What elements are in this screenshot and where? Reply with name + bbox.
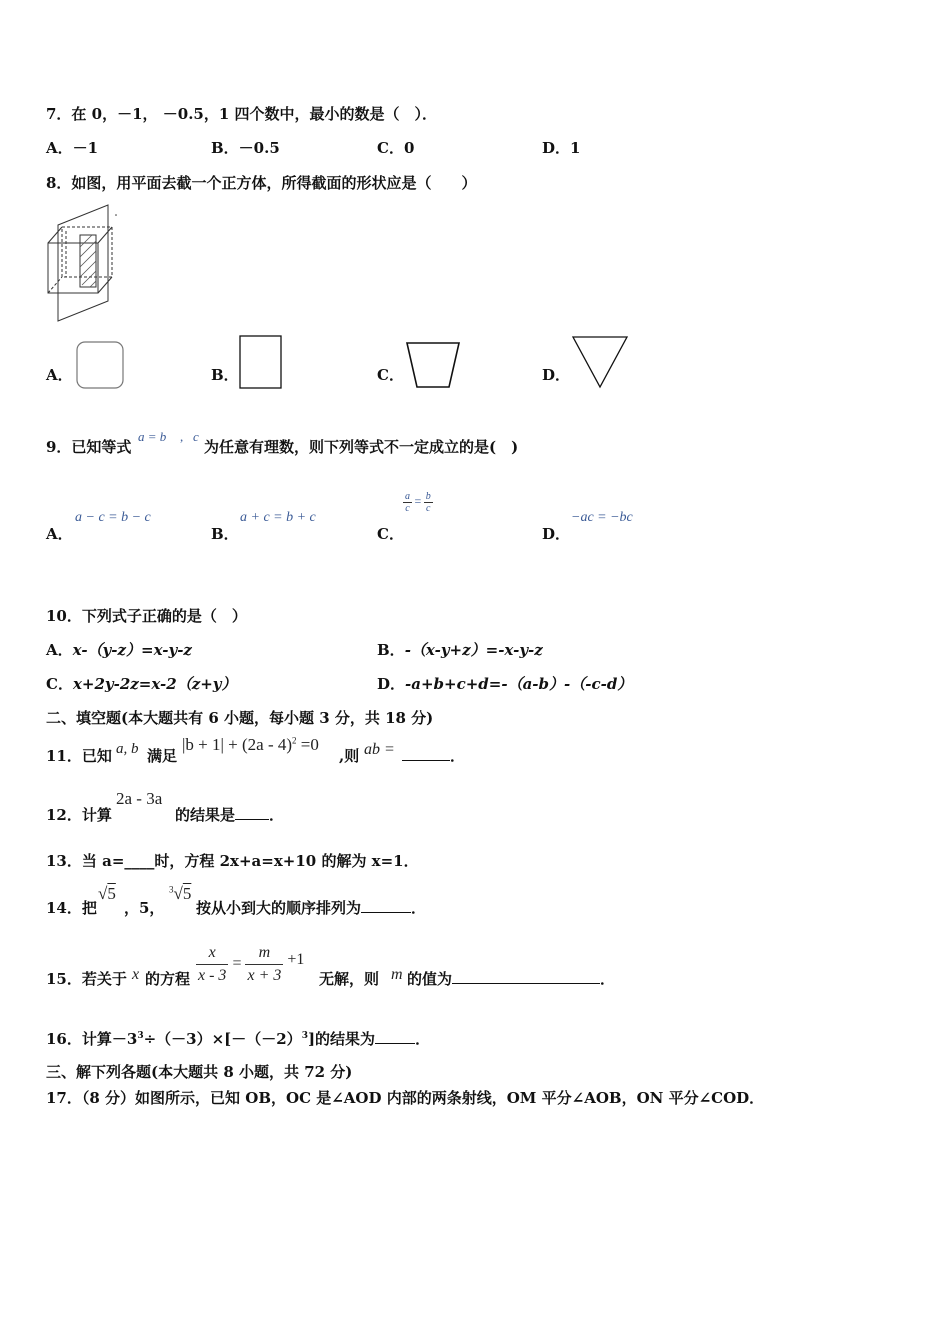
q15-pre: 15．若关于: [46, 970, 127, 988]
q11-vars: a, b: [116, 741, 139, 757]
q11-mid: 满足: [147, 747, 178, 765]
q7-stem: 7．在 0，－1， －0.5，1 四个数中，最小的数是（ ）．: [46, 105, 438, 123]
q8-option-a: A．: [46, 366, 73, 384]
q7-option-a: A．－1: [46, 139, 99, 157]
section-3-heading: 三、解下列各题(本大题共 8 小题，共 72 分): [46, 1063, 353, 1081]
q10-stem: 10．下列式子正确的是（ ）: [46, 607, 247, 625]
q9-comma: ,: [180, 429, 184, 444]
q9-option-b: B．: [211, 525, 239, 543]
q15-post1: 无解，则: [319, 970, 380, 988]
q14-sqrt5: √5: [98, 884, 116, 903]
q9-option-d: D．: [542, 525, 571, 543]
q9-option-c: C．: [377, 525, 404, 543]
inverted-triangle-shape: [571, 335, 629, 389]
q9-expr-b: a + c = b + c: [240, 510, 316, 525]
q10-option-c: C．x+2y-2z=x-2（z+y）: [46, 675, 237, 693]
q9-expr-a: a − c = b − c: [75, 510, 151, 525]
q14-pre: 14．把: [46, 899, 97, 917]
q12-post: 的结果是 ．: [175, 806, 285, 824]
q9-expr-c: $\frac{a}{c}$ = $\frac{b}{c}$: [405, 491, 431, 514]
q9-stem-post: 为任意有理数，则下列等式不一定成立的是( ): [204, 438, 519, 456]
q7-option-d: D．1: [542, 139, 581, 157]
q15-mid: 的方程: [145, 970, 191, 988]
q13-text: 13．当 a=____时，方程 2x+a=x+10 的解为 x=1．: [46, 852, 419, 870]
q11-pre: 11．已知: [46, 747, 112, 765]
section-2-heading: 二、填空题(本大题共有 6 小题，每小题 3 分，共 18 分): [46, 709, 434, 727]
q8-option-c: C．: [377, 366, 404, 384]
rectangle-shape: [239, 335, 282, 389]
q12-pre: 12．计算: [46, 806, 112, 824]
q16-text: 16．计算$-3^3\div(-3)\times[-(-2)^3]$的结果为 ．: [46, 1030, 431, 1048]
q15-post2: 的值为 ．: [407, 970, 616, 988]
q9-expr-d: −ac = −bc: [571, 510, 633, 525]
q15-m: m: [391, 966, 403, 983]
q12-expr: 2a - 3a: [116, 789, 163, 808]
q15-equation: $\frac{x}{x - 3}$ = $\frac{m}{x + 3}$ +1: [198, 944, 305, 984]
q9-condition-eq: a = b: [138, 429, 167, 444]
q9-condition-c: c: [193, 429, 199, 444]
q15-x: x: [132, 966, 140, 983]
q11-ab: ab =: [364, 741, 395, 758]
trapezoid-shape: [405, 341, 461, 389]
q10-option-b: B．-（x-y+z）=-x-y-z: [377, 641, 543, 659]
q9-stem-pre: 9．已知等式: [46, 438, 132, 456]
q11-answer-blank: ．: [402, 745, 465, 766]
q10-option-a: A．x-（y-z）=x-y-z: [46, 641, 192, 659]
q17-text: 17．（8 分）如图所示，已知 OB，OC 是∠AOD 内部的两条射线，OM 平分∠AOB，ON 平分∠COD．: [46, 1089, 765, 1107]
cube-section-figure: [44, 203, 124, 325]
q14-cbrt5: $^3$√5: [169, 884, 192, 903]
q10-option-d: D．-a+b+c+d=-（a-b）-（-c-d）: [377, 675, 633, 693]
q8-option-d: D．: [542, 366, 571, 384]
q9-option-a: A．: [46, 525, 73, 543]
rounded-square-shape: [76, 341, 124, 389]
q11-expr: |b + 1| + (2a - 4)$^2$ =0: [182, 735, 319, 754]
q11-post: ,则: [339, 747, 360, 765]
q14-mid: ，5，: [124, 899, 165, 917]
q8-option-b: B．: [211, 366, 239, 384]
q14-post: 按从小到大的顺序排列为 ．: [196, 899, 427, 917]
q8-stem: 8．如图，用平面去截一个正方体，所得截面的形状应是（ ）: [46, 174, 477, 192]
q7-option-b: B．－0.5: [211, 139, 280, 157]
q7-option-c: C．0: [377, 139, 415, 157]
